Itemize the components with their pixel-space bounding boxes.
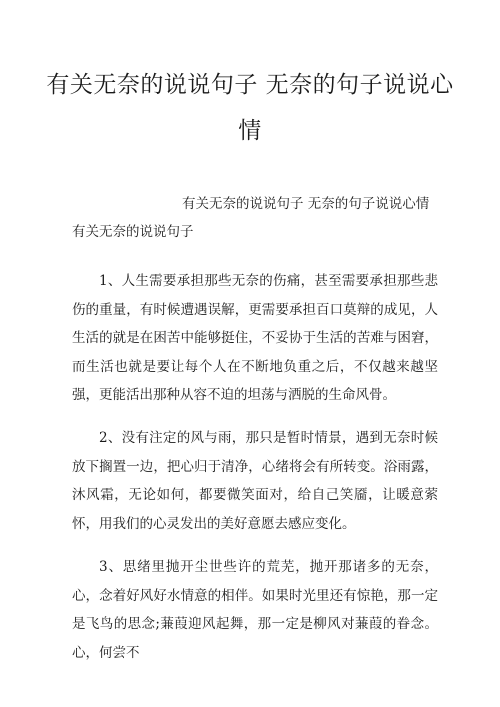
- subtitle-line-1: 有关无奈的说说句子 无奈的句子说说心情: [182, 196, 430, 212]
- paragraph-2: 2、没有注定的风与雨，那只是暂时情景，遇到无奈时候放下搁置一边，把心归于清净，心绪将会有所转变。浴雨露，沐风霜，无论如何，都要微笑面对，给自己笑靥，让暖意萦怀，用我们的心灵发出的美好意愿去感应变化。: [72, 430, 438, 532]
- paragraph-3: 3、思绪里抛开尘世些许的荒芜，抛开那诸多的无奈，心，念着好风好水情意的相伴。如果时光里还有惊艳，那一定是飞鸟的思念;蒹葭迎风起舞，那一定是柳风对蒹葭的眷念。心，何尝不: [72, 559, 438, 661]
- paragraph-1: 1、人生需要承担那些无奈的伤痛，甚至需要承担那些悲伤的重量，有时候遭遇误解，更需要承担百口莫辩的成见，人生活的就是在困苦中能够挺住，不妥协于生活的苦难与困窘，而生活也就是要让每个人在不断地负重之后，不仅越来越坚强，更能活出那种从容不迫的坦荡与洒脱的生命风骨。: [72, 273, 438, 403]
- page-title: 有关无奈的说说句子 无奈的句子说说心情: [46, 72, 454, 144]
- subtitle-line-2: 有关无奈的说说句子: [72, 224, 194, 240]
